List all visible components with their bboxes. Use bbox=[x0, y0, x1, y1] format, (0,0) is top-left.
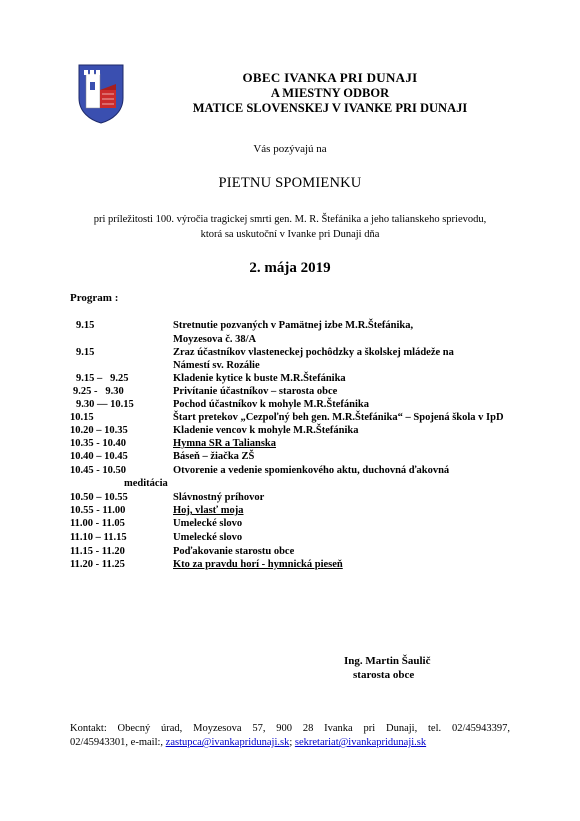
program-time: 11.15 - 11.20 bbox=[70, 546, 125, 557]
program-time: meditácia bbox=[124, 478, 168, 489]
program-item bbox=[0, 319, 580, 332]
contact-line-1: Kontakt: Obecný úrad, Moyzesova 57, 900 28 Ivanka pri Dunaji, tel. 02/45943397, bbox=[70, 723, 510, 734]
invitation-text: Vás pozývajú na bbox=[253, 143, 327, 155]
program-item bbox=[0, 491, 580, 504]
occasion-line-1: pri príležitosti 100. výročia tragickej smrti gen. M. R. Štefánika a jeho talianskeho sprievodu, bbox=[93, 214, 487, 225]
event-date: 2. mája 2019 bbox=[249, 260, 331, 276]
program-desc: Stretnutie pozvaných v Pamätnej izbe M.R.Štefánika, bbox=[173, 320, 414, 331]
program-time: 11.20 - 11.25 bbox=[70, 559, 125, 570]
email-link-sekretariat[interactable]: sekretariat@ivankapridunaji.sk bbox=[294, 737, 427, 748]
program-time: 10.20 – 10.35 bbox=[70, 425, 128, 436]
program-time: 9.25 - 9.30 bbox=[73, 386, 124, 397]
program-desc: Moyzesova č. 38/A bbox=[173, 334, 257, 345]
program-desc: Štart pretekov „Cezpoľný beh gen. M.R.Štefánika“ – Spojená škola v IpD bbox=[173, 412, 504, 423]
email-link-zastupca[interactable]: zastupca@ivankapridunaji.sk bbox=[165, 737, 290, 748]
program-time: 9.15 bbox=[76, 320, 95, 331]
program-item bbox=[0, 545, 580, 558]
contact-prefix: 02/45943301, e-mail:, bbox=[70, 737, 166, 748]
program-desc: Otvorenie a vedenie spomienkového aktu, duchovná ďakovná bbox=[173, 465, 450, 476]
program-item bbox=[0, 450, 580, 463]
program-item bbox=[0, 385, 580, 398]
program-time: 9.15 – 9.25 bbox=[76, 373, 129, 384]
program-item bbox=[0, 558, 580, 571]
program-desc: Hymna SR a Talianska bbox=[173, 438, 277, 449]
program-item bbox=[0, 424, 580, 437]
program-desc: Umelecké slovo bbox=[173, 518, 243, 529]
program-time: 10.15 bbox=[70, 412, 94, 423]
program-desc: Umelecké slovo bbox=[173, 532, 243, 543]
program-item bbox=[0, 372, 580, 385]
program-desc: Slávnostný príhovor bbox=[173, 492, 265, 503]
program-item bbox=[0, 464, 580, 477]
program-time: 10.45 - 10.50 bbox=[70, 465, 126, 476]
coat-of-arms-logo bbox=[78, 64, 124, 124]
program-desc: Námestí sv. Rozálie bbox=[173, 360, 260, 371]
program-item bbox=[0, 504, 580, 517]
program-item bbox=[0, 531, 580, 544]
program-desc: Pochod účastníkov k mohyle M.R.Štefánika bbox=[173, 399, 370, 410]
program-desc: Kto za pravdu horí - hymnická pieseň bbox=[173, 559, 343, 570]
program-time: 10.40 – 10.45 bbox=[70, 451, 128, 462]
program-desc: Báseň – žiačka ZŠ bbox=[173, 451, 255, 462]
program-item bbox=[0, 346, 580, 359]
contact-separator: ; bbox=[289, 737, 295, 748]
program-time: 11.10 – 11.15 bbox=[70, 532, 127, 543]
header-line-1: OBEC IVANKA PRI DUNAJI bbox=[242, 70, 418, 85]
occasion-line-2: ktorá sa uskutoční v Ivanke pri Dunaji dňa bbox=[200, 229, 380, 240]
program-desc: Poďakovanie starostu obce bbox=[173, 546, 295, 557]
signature-name: Ing. Martin Šaulič bbox=[344, 655, 431, 667]
program-desc: Privítanie účastníkov – starosta obce bbox=[173, 386, 338, 397]
program-time: 10.35 - 10.40 bbox=[70, 438, 126, 449]
program-desc: Kladenie kytice k buste M.R.Štefánika bbox=[173, 373, 346, 384]
program-item bbox=[0, 398, 580, 411]
program-desc: Kladenie vencov k mohyle M.R.Štefánika bbox=[173, 425, 359, 436]
program-time: 9.30 — 10.15 bbox=[76, 399, 134, 410]
program-desc: Hoj, vlasť moja bbox=[173, 505, 244, 516]
event-title: PIETNU SPOMIENKU bbox=[218, 175, 362, 191]
program-item bbox=[0, 437, 580, 450]
program-time: 11.00 - 11.05 bbox=[70, 518, 125, 529]
program-item bbox=[0, 333, 580, 346]
program-time: 10.55 - 11.00 bbox=[70, 505, 126, 516]
program-time: 10.50 – 10.55 bbox=[70, 492, 128, 503]
program-item bbox=[0, 359, 580, 372]
signature-role: starosta obce bbox=[353, 669, 415, 681]
header-line-3: MATICE SLOVENSKEJ V IVANKE PRI DUNAJI bbox=[192, 101, 468, 115]
contact-line-2 bbox=[70, 737, 426, 748]
program-item bbox=[0, 411, 580, 424]
program-label: Program : bbox=[70, 292, 119, 304]
program-time: 9.15 bbox=[76, 347, 95, 358]
program-item bbox=[0, 517, 580, 530]
header-line-2: A MIESTNY ODBOR bbox=[270, 86, 390, 100]
program-desc: Zraz účastníkov vlasteneckej pochôdzky a školskej mládeže na bbox=[173, 347, 454, 358]
program-item bbox=[0, 477, 580, 490]
